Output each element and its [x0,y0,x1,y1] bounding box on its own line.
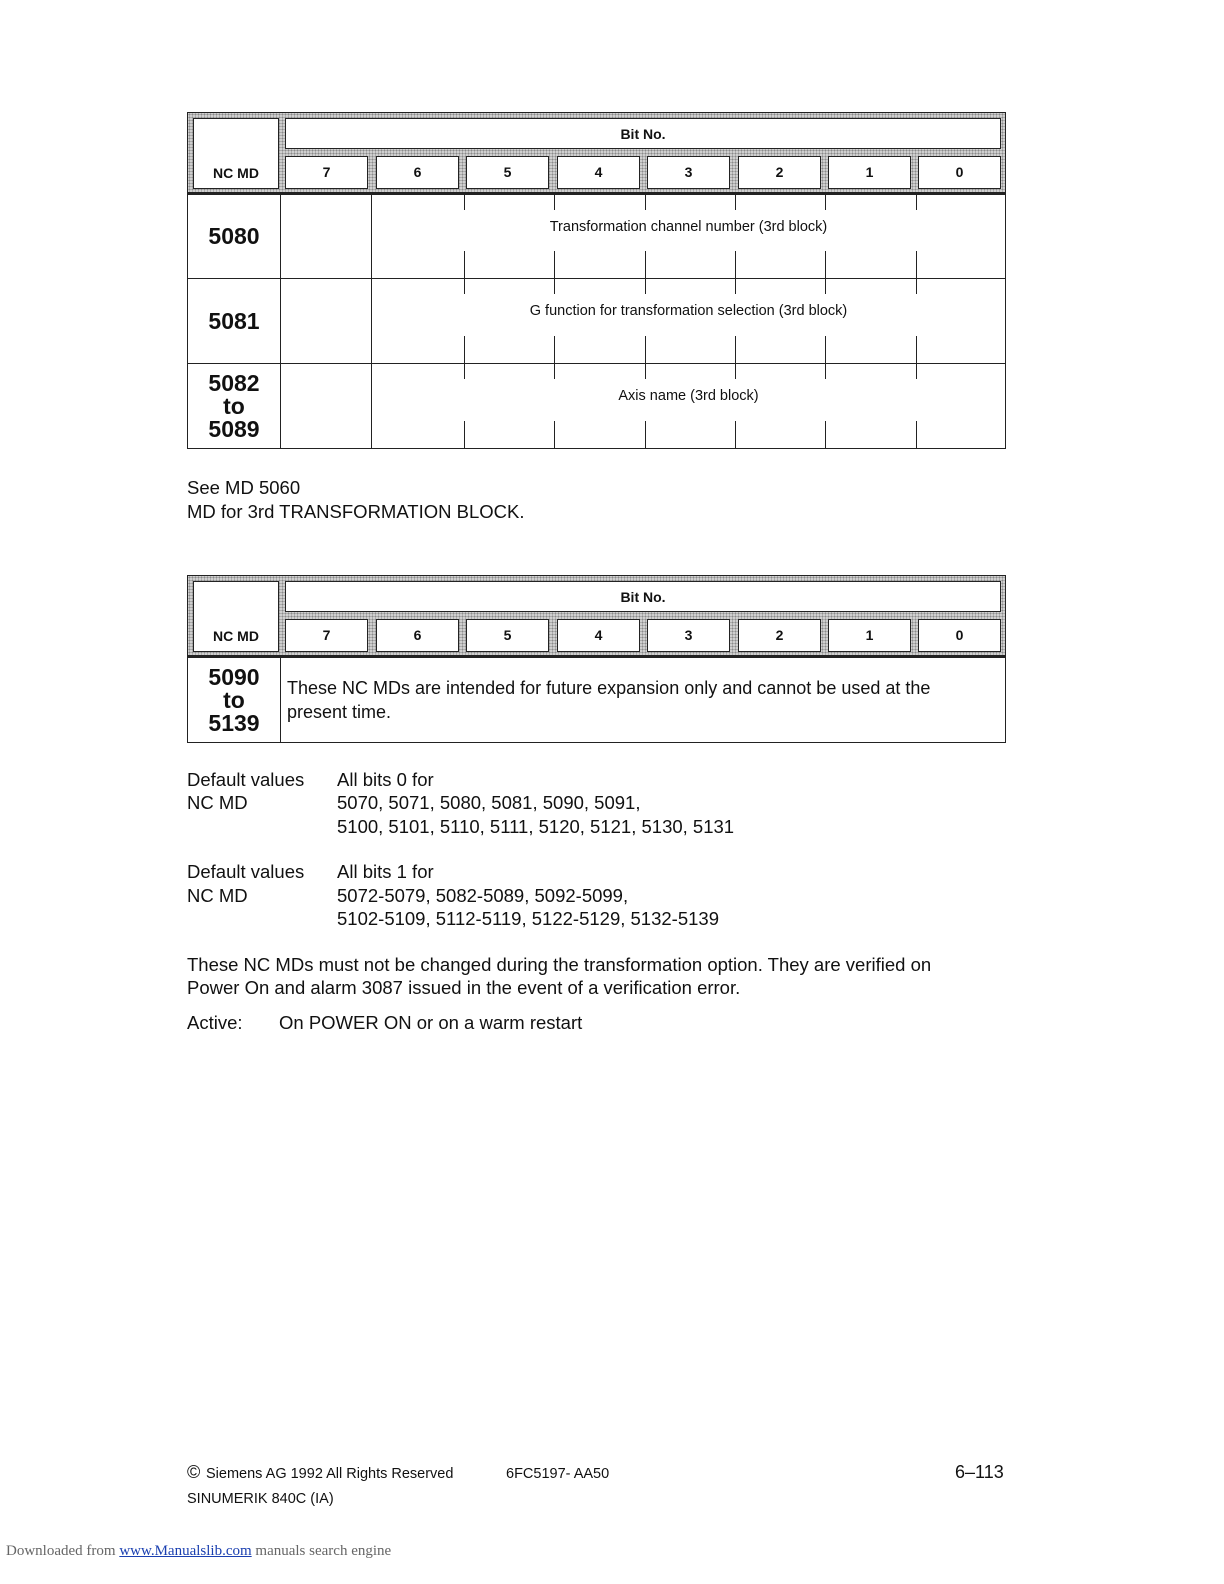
field-label: G function for transformation selection (3rd block) [529,303,848,319]
bit-header-7: 7 [285,619,368,652]
bit-no-header: Bit No. [285,581,1001,612]
bit-boundary-tick [735,251,736,278]
bit-header-2: 2 [738,156,821,189]
bit-boundary-tick [554,364,555,379]
bit-boundary-tick [825,251,826,278]
md-number: 5080 [188,195,281,278]
bit-header-0: 0 [918,156,1001,189]
bit-header-2: 2 [738,619,821,652]
bit-header-5: 5 [466,156,549,189]
md-range-to: to [223,392,245,419]
default-values-line: 5100, 5101, 5110, 5111, 5120, 5121, 5130, 5131 [337,816,735,837]
bit-boundary-tick [825,421,826,448]
bit-boundary-tick [554,421,555,448]
copyright-icon: © [187,1462,201,1482]
table-row [188,193,1005,278]
table-row [188,656,1005,742]
bit-header-6: 6 [376,619,459,652]
bit-header-3: 3 [647,619,730,652]
order-number: 6FC5197- AA50 [506,1466,610,1482]
bit-header-4: 4 [557,156,640,189]
bit-boundary-tick [825,364,826,379]
bit-boundary-tick [554,195,555,210]
md-range-end: 5089 [208,415,260,442]
bit-boundary-tick [735,279,736,294]
bit7-cell [281,364,372,448]
bit-table-1 [187,112,1006,449]
default-values-line: All bits 1 for [337,861,434,882]
bit-boundary-tick [464,195,465,210]
bit-boundary-tick [464,251,465,278]
bit-boundary-tick [554,279,555,294]
default-values-label: Default values [187,861,305,882]
bit-boundary-tick [916,421,917,448]
bit-boundary-tick [645,279,646,294]
manualslib-link[interactable]: www.Manualslib.com [119,1543,252,1559]
bit-no-header: Bit No. [285,118,1001,149]
bit7-cell [281,195,372,278]
md-number [188,364,281,448]
md-number: 5081 [188,279,281,363]
download-suffix: manuals search engine [255,1543,392,1559]
reserved-note: These NC MDs are intended for future expansion only and cannot be used at the present time. [287,678,931,722]
download-banner [6,1543,391,1560]
table-row [188,278,1005,363]
md-number [188,658,281,742]
bit-boundary-tick [825,336,826,363]
verification-note: These NC MDs must not be changed during the transformation option. They are verified on [187,954,932,975]
bit-boundary-tick [554,251,555,278]
bit-boundary-tick [464,421,465,448]
bit-boundary-tick [735,195,736,210]
table-row [188,363,1005,448]
table-header [187,112,1006,193]
default-values-line: 5072-5079, 5082-5089, 5092-5099, [337,885,629,906]
see-md-text: See MD 5060 [187,477,301,498]
bit7-cell [281,279,372,363]
md-range-start: 5090 [208,663,260,690]
bit-boundary-tick [916,279,917,294]
bit-boundary-tick [916,195,917,210]
md-range-to: to [223,686,245,713]
bit-header-7: 7 [285,156,368,189]
default-values-line: All bits 0 for [337,769,434,790]
table-body [187,193,1006,449]
default-values-label: Default values [187,769,305,790]
active-label: Active: [187,1012,243,1033]
bit-boundary-tick [645,336,646,363]
bit-table-2 [187,575,1006,742]
bit-boundary-tick [735,364,736,379]
bit-header-1: 1 [828,619,911,652]
table-body [187,656,1006,743]
table-header [187,575,1006,656]
bit-boundary-tick [825,195,826,210]
bit-boundary-tick [825,279,826,294]
bit-header-3: 3 [647,156,730,189]
md-range-start: 5082 [208,369,260,396]
bit-header-1: 1 [828,156,911,189]
md-range-end: 5139 [208,709,260,736]
ncmd-header: NC MD [193,581,279,652]
verification-note: Power On and alarm 3087 issued in the event of a verification error. [187,977,741,998]
bit-boundary-tick [645,421,646,448]
bit-boundary-tick [735,421,736,448]
bit-header-0: 0 [918,619,1001,652]
bit-header-6: 6 [376,156,459,189]
ncmd-label: NC MD [187,792,248,813]
bit-boundary-tick [645,364,646,379]
bit-header-5: 5 [466,619,549,652]
bit-boundary-tick [464,279,465,294]
bit-boundary-tick [464,364,465,379]
bit-boundary-tick [554,336,555,363]
copyright-text: Siemens AG 1992 All Rights Reserved [206,1466,454,1482]
active-value: On POWER ON or on a warm restart [279,1012,583,1033]
md-description: MD for 3rd TRANSFORMATION BLOCK. [187,501,525,522]
page-number: 6–113 [955,1462,1004,1482]
bit-boundary-tick [735,336,736,363]
bit-boundary-tick [916,251,917,278]
bit-boundary-tick [645,251,646,278]
default-values-line: 5102-5109, 5112-5119, 5122-5129, 5132-5139 [337,908,719,929]
bit-boundary-tick [916,336,917,363]
download-prefix: Downloaded from [6,1543,116,1559]
ncmd-header: NC MD [193,118,279,189]
field-label: Axis name (3rd block) [618,388,759,404]
bit-boundary-tick [645,195,646,210]
field-label: Transformation channel number (3rd block) [549,219,828,235]
product-name: SINUMERIK 840C (IA) [187,1491,334,1507]
bit-boundary-tick [464,336,465,363]
default-values-line: 5070, 5071, 5080, 5081, 5090, 5091, [337,792,641,813]
bit-header-4: 4 [557,619,640,652]
ncmd-label: NC MD [187,885,248,906]
bit-boundary-tick [916,364,917,379]
